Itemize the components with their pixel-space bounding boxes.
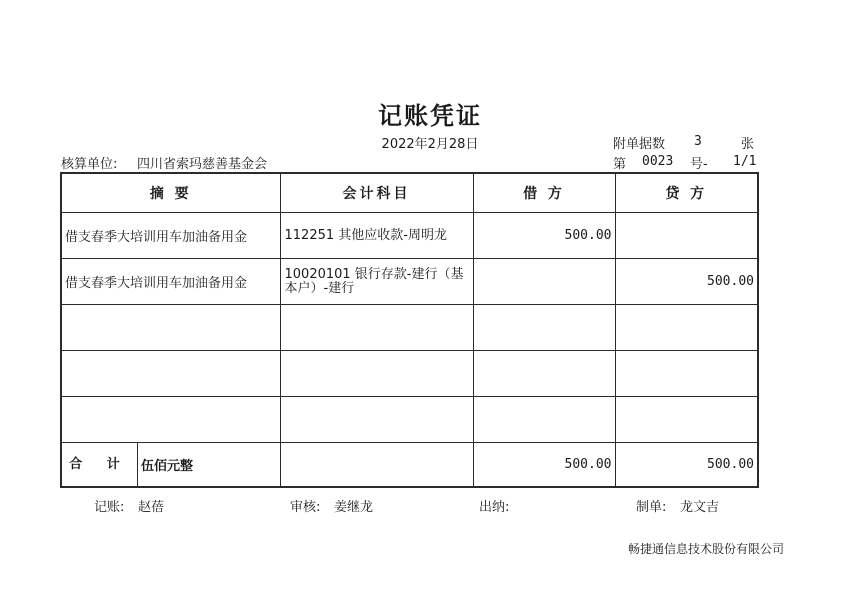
- vendor-name: 畅捷通信息技术股份有限公司: [628, 542, 785, 556]
- total-label: 合 计: [62, 443, 138, 486]
- number-prefix: 第: [613, 157, 627, 172]
- table-row: [61, 259, 758, 305]
- header-debit: 借 方: [473, 173, 615, 213]
- total-spacer: [280, 443, 473, 488]
- total-cell: [61, 443, 280, 488]
- header-credit: 贷 方: [615, 173, 758, 213]
- credit-cell: [615, 351, 758, 397]
- credit-cell: [615, 397, 758, 443]
- debit-cell: [473, 397, 615, 443]
- summary-cell: [61, 397, 280, 443]
- voucher-table: [60, 172, 759, 488]
- account-cell: 10020101 银行存款-建行（基本户）-建行: [280, 259, 473, 305]
- table-row: [61, 213, 758, 259]
- voucher-number: 0023: [642, 154, 674, 169]
- debit-cell: [473, 351, 615, 397]
- debit-cell: [473, 259, 615, 305]
- account-cell: 112251 其他应收款-周明龙: [280, 213, 473, 259]
- number-suffix: 号-: [690, 157, 708, 172]
- debit-cell: [473, 305, 615, 351]
- header-account: 会计科目: [280, 173, 473, 213]
- page-indicator: 1/1: [733, 154, 757, 169]
- voucher-title: 记账凭证: [378, 102, 482, 130]
- total-row: [61, 443, 758, 488]
- table-row: [61, 397, 758, 443]
- credit-cell: [615, 305, 758, 351]
- reviewer-name: 姜继龙: [334, 500, 374, 515]
- bookkeeper-name: 赵蓓: [138, 500, 165, 515]
- unit-name: 四川省索玛慈善基金会: [137, 157, 268, 172]
- summary-cell: [61, 305, 280, 351]
- total-credit: 500.00: [615, 443, 758, 488]
- summary-cell: [61, 351, 280, 397]
- preparer-label: 制单:: [636, 500, 667, 515]
- credit-cell: [615, 213, 758, 259]
- attachments-count: 3: [694, 134, 702, 149]
- preparer-name: 龙文吉: [680, 500, 720, 515]
- voucher-date: 2022年2月28日: [381, 137, 479, 152]
- account-cell: [280, 351, 473, 397]
- attachments-unit: 张: [741, 137, 755, 152]
- table-row: [61, 351, 758, 397]
- account-cell: [280, 397, 473, 443]
- summary-cell: 借支春季大培训用车加油备用金: [61, 213, 280, 259]
- credit-cell: 500.00: [615, 259, 758, 305]
- debit-cell: 500.00: [473, 213, 615, 259]
- bookkeeper-label: 记账:: [94, 500, 125, 515]
- header-row: [61, 173, 758, 213]
- table-row: [61, 305, 758, 351]
- total-amount-words: 伍佰元整: [141, 459, 194, 474]
- cashier-label: 出纳:: [479, 500, 510, 515]
- attachments-label: 附单据数: [613, 137, 666, 152]
- reviewer-label: 审核:: [290, 500, 321, 515]
- header-summary: 摘 要: [61, 173, 280, 213]
- total-debit: 500.00: [473, 443, 615, 488]
- summary-cell: 借支春季大培训用车加油备用金: [61, 259, 280, 305]
- account-cell: [280, 305, 473, 351]
- unit-label: 核算单位:: [61, 157, 118, 172]
